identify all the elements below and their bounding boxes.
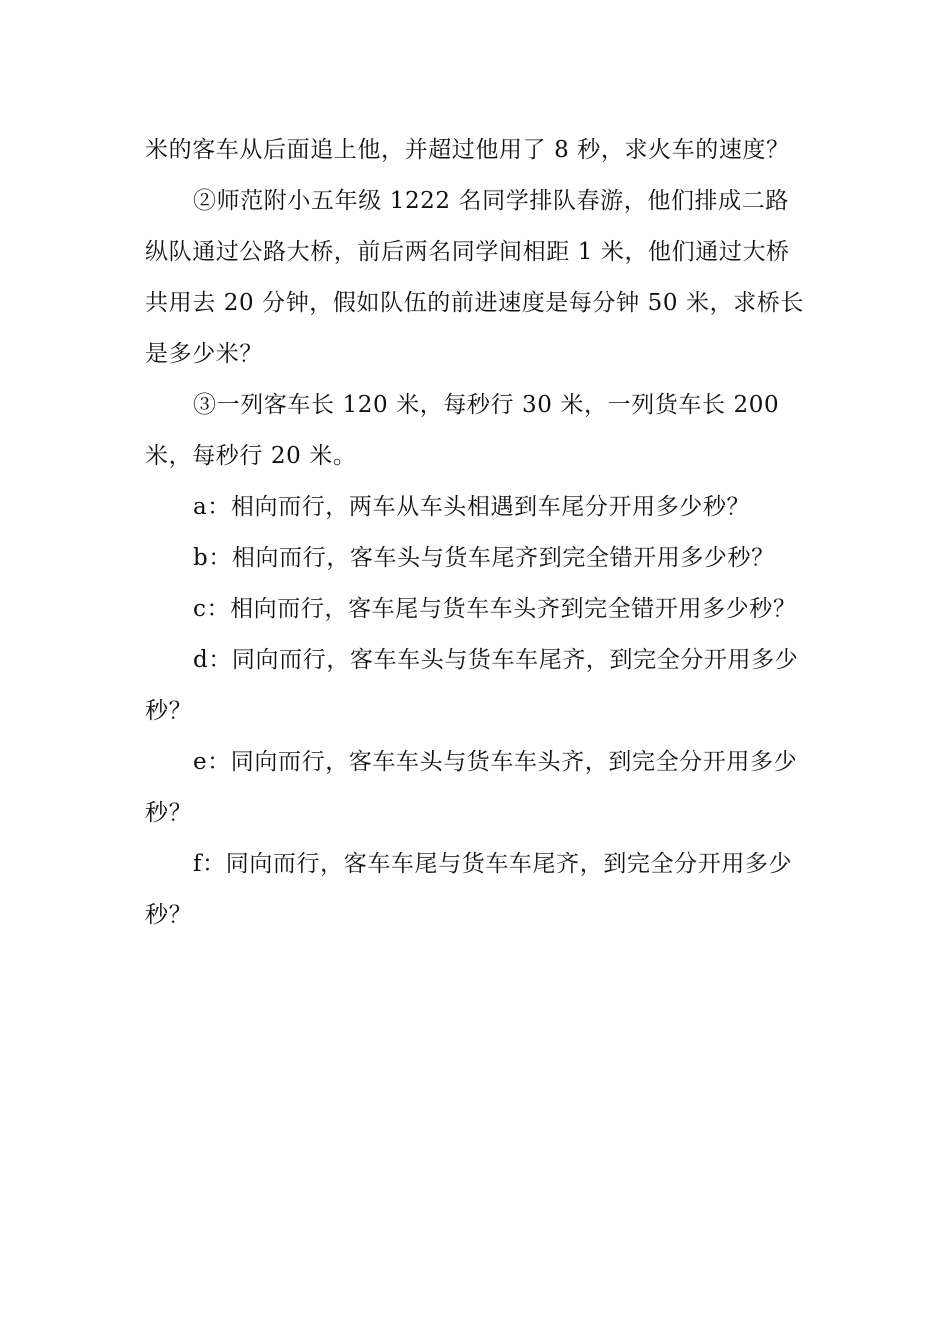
paragraph-question-f: f：同向而行，客车车尾与货车车尾齐，到完全分开用多少秒？ [145,851,793,928]
paragraph-problem-3: ③一列客车长 120 米，每秒行 30 米，一列货车长 200 米，每秒行 20 米。 [145,392,780,469]
document-body [145,125,810,941]
paragraph-question-a: a：相向而行，两车从车头相遇到车尾分开用多少秒？ [193,494,751,520]
paragraph-problem-2: ②师范附小五年级 1222 名同学排队春游，他们排成二路纵队通过公路大桥，前后两名同学间相距 1 米，他们通过大桥共用去 20 分钟，假如队伍的前进速度是每分钟 50 米，求桥长是多少米？ [145,188,804,367]
paragraph-question-b: b：相向而行，客车头与货车尾齐到完全错开用多少秒？ [193,545,775,571]
paragraph-question-c: c：相向而行，客车尾与货车车头齐到完全错开用多少秒？ [193,596,797,622]
paragraph-question-e: e：同向而行，客车车头与货车车头齐，到完全分开用多少秒？ [145,749,798,826]
paragraph-continuation: 米的客车从后面追上他，并超过他用了 8 秒，求火车的速度？ [145,137,790,163]
paragraph-question-d: d：同向而行，客车车头与货车车尾齐，到完全分开用多少秒？ [145,647,799,724]
